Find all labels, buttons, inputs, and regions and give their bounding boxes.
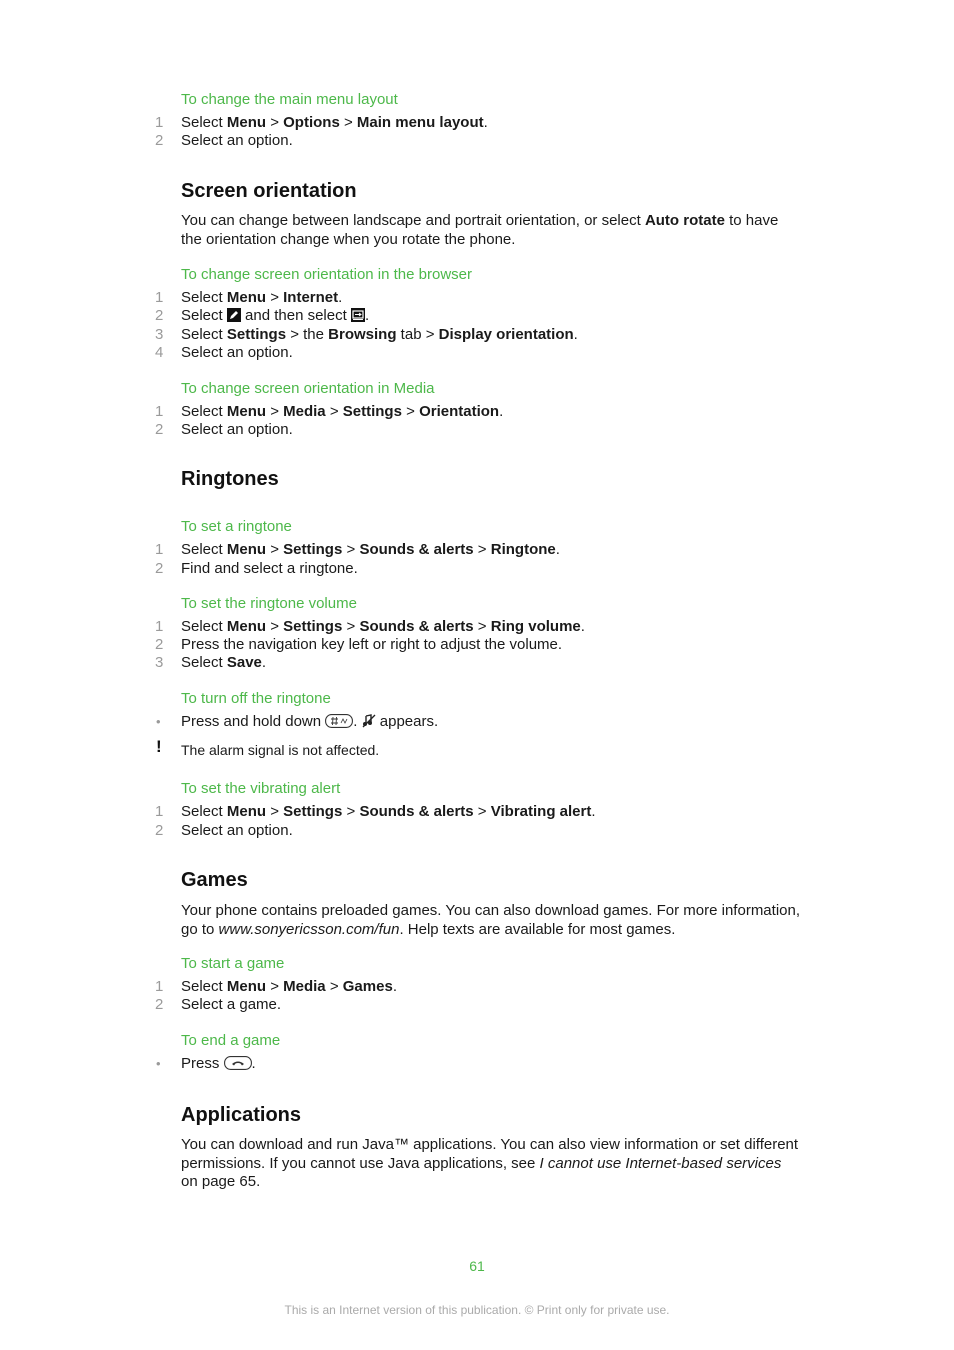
step-text: Select Menu > Settings > Sounds & alerts > Vibrating alert. — [181, 803, 596, 820]
step-text: Select Menu > Internet. — [181, 289, 343, 306]
subheading-orientation-browser: To change screen orientation in the browser — [181, 266, 473, 283]
heading-applications: Applications — [181, 1104, 302, 1126]
heading-games: Games — [181, 869, 248, 891]
step-text: Select an option. — [181, 822, 293, 839]
bullet: • — [156, 714, 161, 729]
display-settings-icon — [351, 308, 365, 322]
step-text: Select a game. — [181, 996, 282, 1013]
note-exclamation-icon: ! — [156, 737, 162, 756]
paragraph-games: Your phone contains preloaded games. You can also download games. For more information, go to www.sonyericsson.com/fun. Help texts are available for most games. — [181, 902, 801, 938]
page-number: 61 — [469, 1258, 485, 1274]
subheading-end-game: To end a game — [181, 1032, 281, 1049]
subheading-orientation-media: To change screen orientation in Media — [181, 380, 435, 397]
step-number: 1 — [155, 403, 164, 420]
step-text: Press . — [181, 1055, 256, 1072]
silent-mode-icon — [362, 714, 376, 728]
step-text: Select an option. — [181, 344, 293, 361]
cross-reference-link[interactable]: I cannot use Internet-based services — [539, 1154, 782, 1172]
subheading-turn-off-ringtone: To turn off the ringtone — [181, 690, 331, 707]
step-number: 1 — [155, 541, 164, 558]
end-call-key-icon — [224, 1056, 252, 1070]
footer-notice: This is an Internet version of this publication. © Print only for private use. — [284, 1303, 670, 1317]
step-number: 2 — [155, 307, 164, 324]
step-number: 1 — [155, 289, 164, 306]
subheading-ringtone-volume: To set the ringtone volume — [181, 595, 357, 612]
step-number: 2 — [155, 421, 164, 438]
step-text: Press and hold down . appears. — [181, 713, 439, 730]
pencil-icon — [227, 308, 241, 322]
step-text: Select an option. — [181, 421, 293, 438]
step-number: 2 — [155, 996, 164, 1013]
step-text: Select Menu > Settings > Sounds & alerts > Ring volume. — [181, 618, 585, 635]
step-text: Select Save. — [181, 654, 267, 671]
step-number: 1 — [155, 618, 164, 635]
subheading-vibrating-alert: To set the vibrating alert — [181, 780, 341, 797]
step-text: Find and select a ringtone. — [181, 560, 358, 577]
paragraph-screen-orientation: You can change between landscape and portrait orientation, or select Auto rotate to have the orientation change when you rotate the phone. — [181, 212, 779, 248]
step-text: Select Menu > Settings > Sounds & alerts > Ringtone. — [181, 541, 560, 558]
step-text: Press the navigation key left or right to adjust the volume. — [181, 636, 563, 653]
subheading-set-ringtone: To set a ringtone — [181, 518, 292, 535]
subheading-main-menu-layout: To change the main menu layout — [181, 91, 398, 108]
step-number: 3 — [155, 326, 164, 343]
subheading-start-game: To start a game — [181, 955, 285, 972]
step-number: 2 — [155, 822, 164, 839]
step-text: Select Menu > Media > Settings > Orientation. — [181, 403, 504, 420]
step-text: Select an option. — [181, 132, 293, 149]
hash-key-icon — [325, 714, 353, 728]
step-text: Select and then select . — [181, 307, 370, 324]
heading-ringtones: Ringtones — [181, 468, 279, 490]
step-number: 3 — [155, 654, 164, 671]
step-number: 2 — [155, 636, 164, 653]
step-text: Select Settings > the Browsing tab > Display orientation. — [181, 326, 578, 343]
bullet: • — [156, 1056, 161, 1071]
note-text: The alarm signal is not affected. — [181, 742, 380, 758]
step-number: 2 — [155, 132, 164, 149]
step-number: 4 — [155, 344, 164, 361]
step-text: Select Menu > Media > Games. — [181, 978, 397, 995]
step-text: Select Menu > Options > Main menu layout. — [181, 114, 488, 131]
paragraph-applications: You can download and run Java™ applications. You can also view information or set different permissions. If you cannot use Java applications, see I cannot use Internet-based services on page 65. — [181, 1136, 799, 1190]
step-number: 1 — [155, 114, 164, 131]
step-number: 1 — [155, 978, 164, 995]
step-number: 2 — [155, 560, 164, 577]
heading-screen-orientation: Screen orientation — [181, 180, 357, 202]
step-number: 1 — [155, 803, 164, 820]
